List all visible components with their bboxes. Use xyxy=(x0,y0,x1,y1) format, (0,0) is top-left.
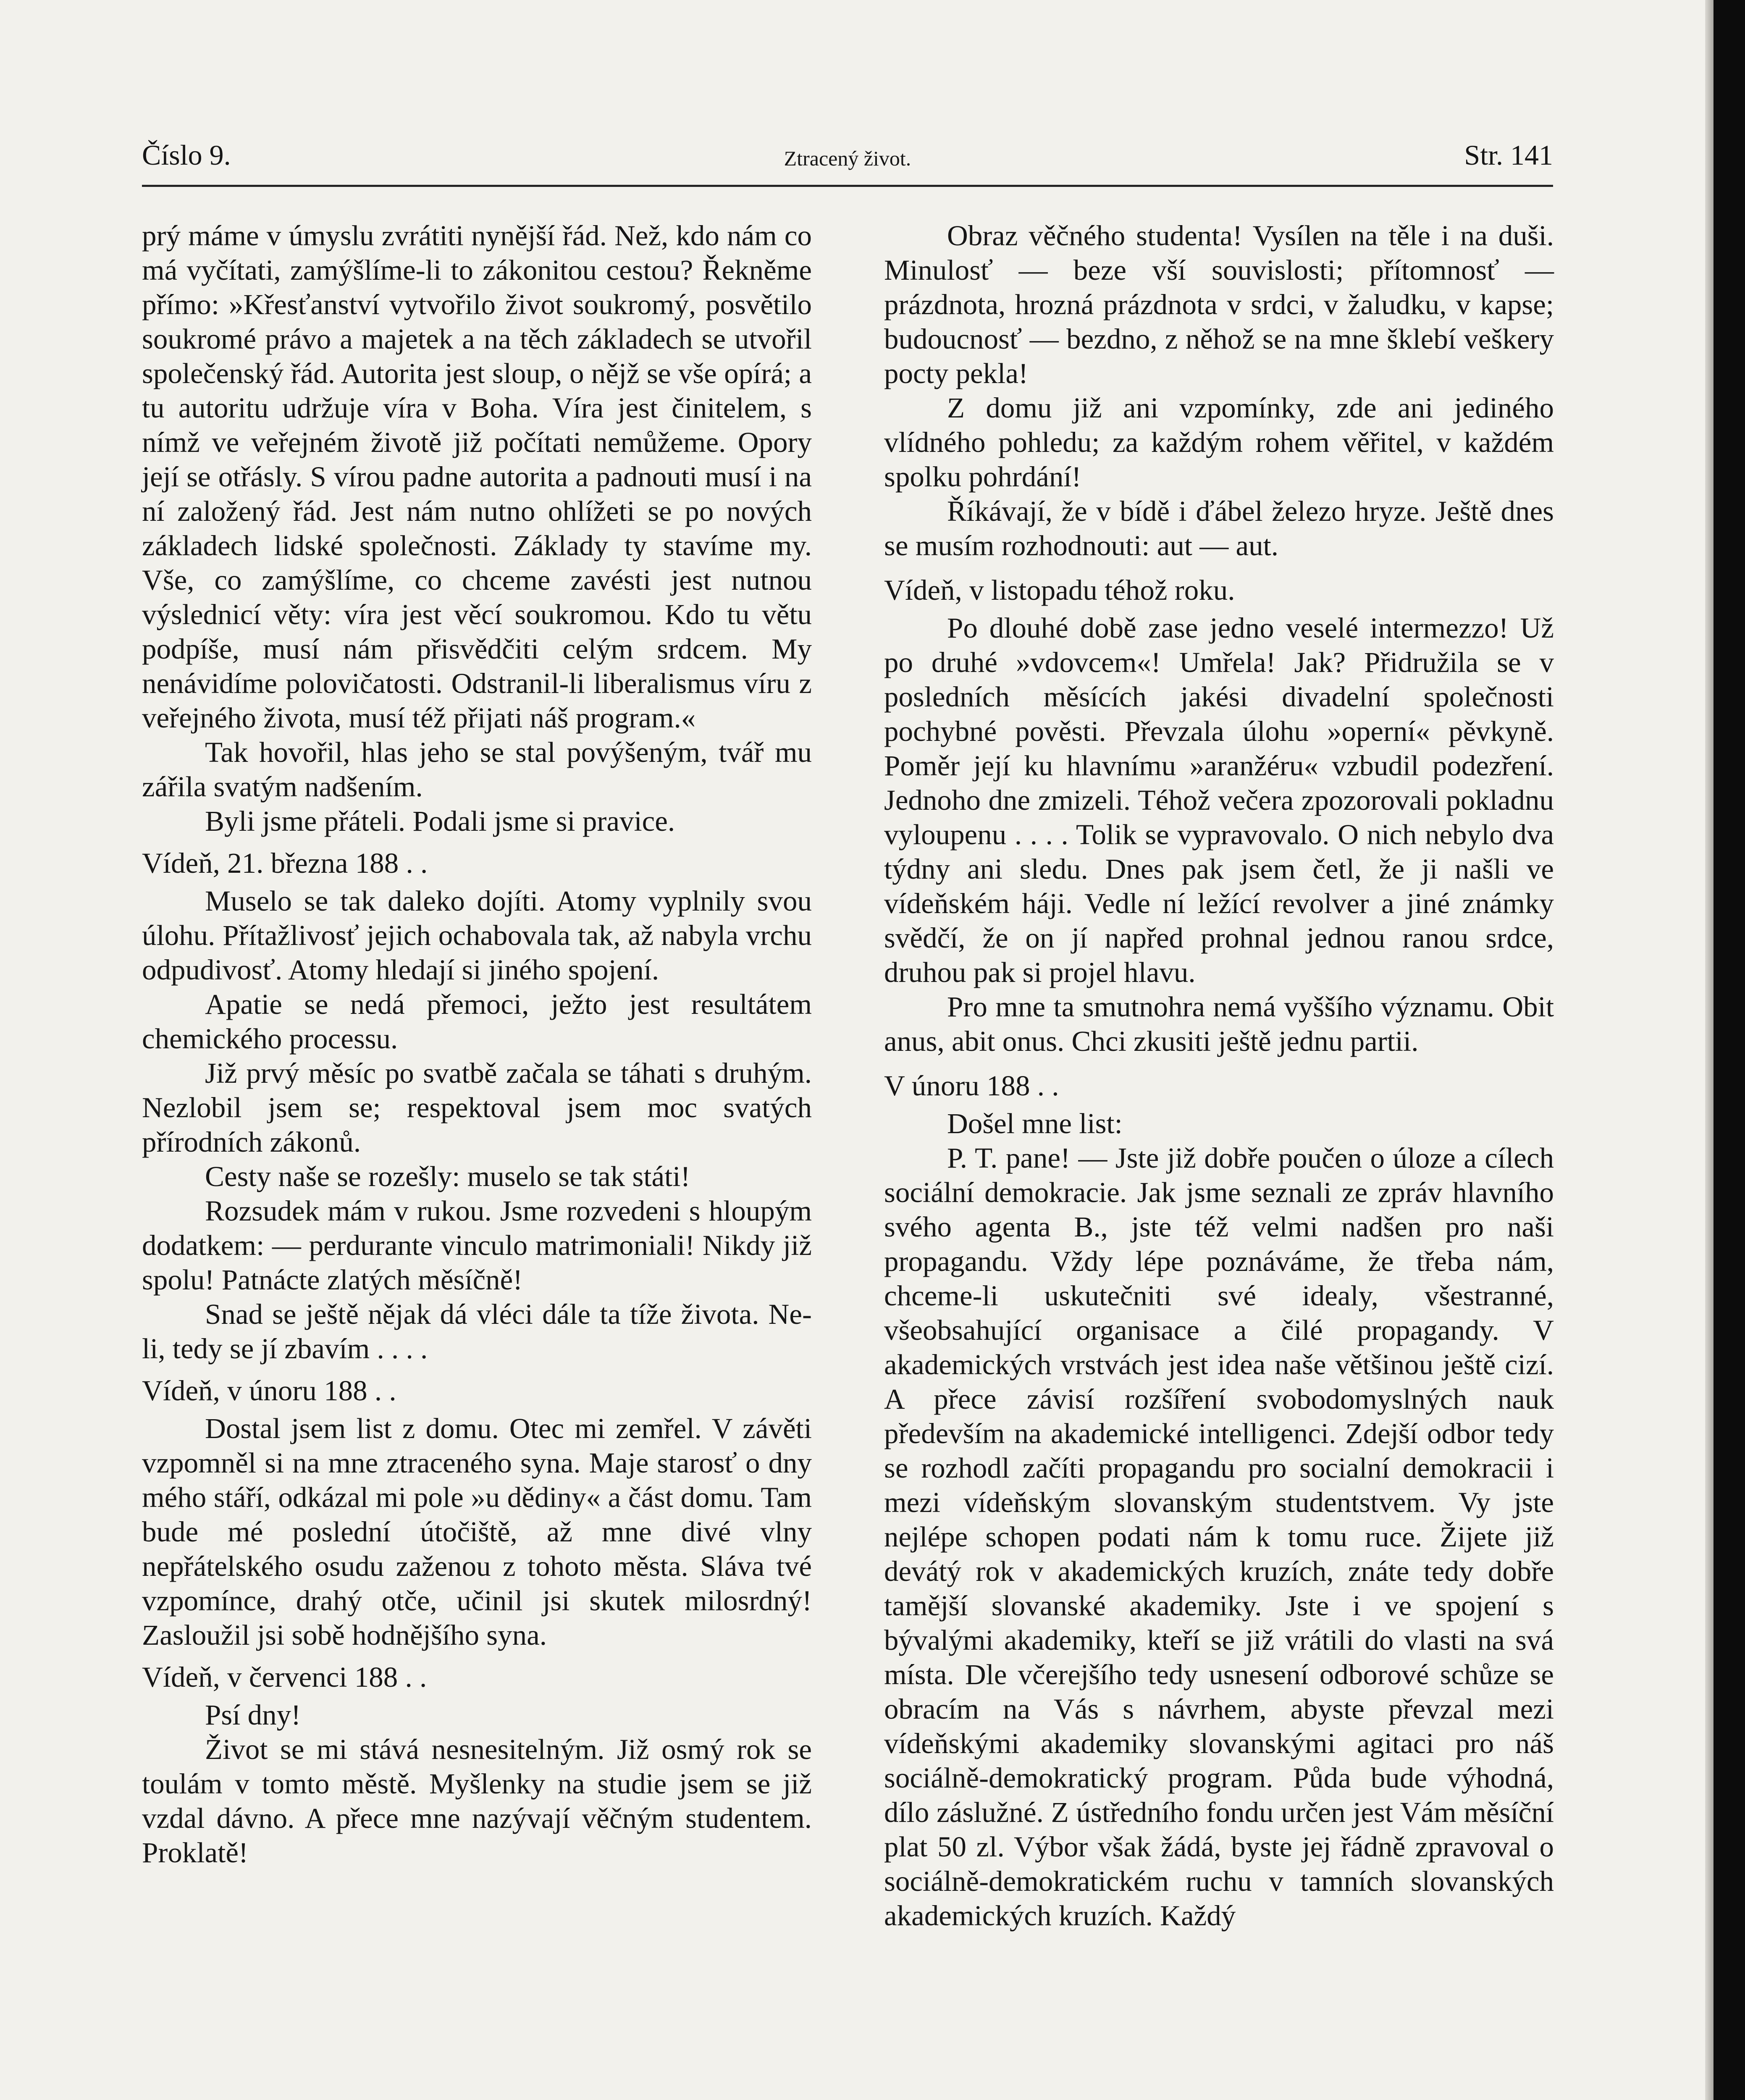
right-column xyxy=(884,218,1554,1933)
dateline: Vídeň, 21. března 188 . . xyxy=(142,847,428,879)
paragraph: Snad se ještě nějak dá vléci dále ta tíže života. Ne-li, tedy se jí zbavím . . . . xyxy=(142,1298,812,1365)
paragraph: Život se mi stává nesnesitelným. Již osmý rok se toulám v tomto městě. Myšlenky na studie jsem se již vzdal dávno. A přece mne nazývají věčným studentem. Proklatě! xyxy=(142,1733,812,1869)
paragraph: P. T. pane! — Jste již dobře poučen o úloze a cílech sociální demokracie. Jak jsme seznali ze zpráv hlavního svého agenta B., jste též velmi nadšen pro naši propagandu. Vždy lépe poznáváme, že třeba nám, chceme-li uskutečniti své idealy, všestranné, všeobsahující organisace a čilé propagandy. V akademických vrstvách jest idea naše většinou ještě cizí. A přece závisí rozšíření svobodomyslných nauk především na akademické intelligenci. Zdejší odbor tedy se rozhodl začíti propagandu pro socialní demokracii i mezi vídeňským slovanským studentstvem. Vy jste nejlépe schopen podati nám k tomu ruce. Žijete již devátý rok v akademických kruzích, znáte tedy dobře tamější slovanské akademiky. Jste i ve spojení s bývalými akademiky, kteří se již vrátili do vlasti na svá místa. Dle včerejšího tedy usnesení odborové schůze se obracím na Vás s návrhem, abyste převzal mezi vídeňskými akademiky slovanskými agitaci pro náš sociálně-demokratický program. Půda bude výhodná, dílo záslužné. Z ústředního fondu určen jest Vám měsíční plat 50 zl. Výbor však žádá, byste jej řádně zpravoval o sociálně-demokratickém ruchu v tamních slovanských akademických kruzích. Každý xyxy=(884,1142,1554,1932)
paragraph: Cesty naše se rozešly: muselo se tak státi! xyxy=(205,1160,690,1192)
paragraph: prý máme v úmyslu zvrátiti nynější řád. Než, kdo nám co má vyčítati, zamýšlíme-li to zákonitou cestou? Řekněme přímo: »Křesťanství vytvořilo život soukromý, posvětilo soukromé právo a majetek a na těch základech se utvořil společenský řád. Autorita jest sloup, o nějž se vše opírá; a tu autoritu udržuje víra v Boha. Víra jest činitelem, s nímž ve veřejném životě již počítati nemůžeme. Opory její se otřásly. S vírou padne autorita a padnouti musí i na ní založený řád. Jest nám nutno ohlížeti se po nových základech lidské společnosti. Základy ty stavíme my. Vše, co zamýšlíme, co chceme zavésti jest nutnou výslednicí věty: víra jest věcí soukromou. Kdo tu větu podpíše, musí nám přisvědčiti celým srdcem. My nenávidíme polovičatosti. Odstranil-li liberalismus víru z veřejného života, musí též přijati náš program.« xyxy=(142,220,812,734)
dateline: Vídeň, v únoru 188 . . xyxy=(142,1375,396,1407)
page-edge-shadow xyxy=(1705,0,1714,2100)
running-title: Ztracený život. xyxy=(784,147,911,170)
paragraph: Po dlouhé době zase jedno veselé intermezzo! Už po druhé »vdovcem«! Umřela! Jak? Přidružila se v posledních měsících jakési divadelní společnosti pochybné pověsti. Převzala úlohu »operní« pěvkyně. Poměr její ku hlavnímu »aranžéru« vzbudil podezření. Jednoho dne zmizeli. Téhož večera zpozorovali pokladnu vyloupenu . . . . Tolik se vypravovalo. O nich nebylo dva týdny ani sledu. Dnes pak jsem četl, že ji našli ve vídeňském háji. Vedle ní ležící revolver a jiné známky svědčí, že on jí napřed prohnal jednou ranou srdce, druhou pak si projel hlavu. xyxy=(884,612,1554,988)
issue-number: Číslo 9. xyxy=(142,139,231,171)
paragraph: Byli jsme přáteli. Podali jsme si pravice. xyxy=(205,805,675,837)
paragraph: Tak hovořil, hlas jeho se stal povýšeným, tvář mu zářila svatým nadšením. xyxy=(142,736,812,803)
paragraph: Dostal jsem list z domu. Otec mi zemřel. V závěti vzpomněl si na mne ztraceného syna. Maje starosť o dny mého stáří, odkázal mi pole »u dědiny« a část domu. Tam bude mé poslední útočiště, až mne divé vlny nepřátelského osudu zaženou z tohoto města. Sláva tvé vzpomínce, drahý otče, učinil jsi skutek milosrdný! Zasloužil jsi sobě hodnějšího syna. xyxy=(142,1412,812,1651)
left-column xyxy=(142,218,812,1870)
paragraph: Došel mne list: xyxy=(947,1108,1123,1139)
paragraph: Rozsudek mám v rukou. Jsme rozvedeni s hloupým dodatkem: — perdurante vinculo matrimoniali! Nikdy již spolu! Patnácte zlatých měsíčně! xyxy=(142,1195,812,1296)
paragraph: Psí dny! xyxy=(205,1699,301,1731)
page-number: Str. 141 xyxy=(1464,139,1553,171)
paragraph: Již prvý měsíc po svatbě začala se táhati s druhým. Nezlobil jsem se; respektoval jsem moc svatých přírodních zákonů. xyxy=(142,1057,812,1158)
paragraph: Apatie se nedá přemoci, ježto jest resultátem chemického processu. xyxy=(142,988,812,1055)
dateline: Vídeň, v červenci 188 . . xyxy=(142,1661,427,1693)
paragraph: Obraz věčného studenta! Vysílen na těle i na duši. Minulosť — beze vší souvislosti; přítomnosť — prázdnota, hrozná prázdnota v srdci, v žaludku, v kapse; budoucnosť — bezdno, z něhož se na mne šklebí veškery pocty pekla! xyxy=(884,220,1554,389)
paragraph: Z domu již ani vzpomínky, zde ani jediného vlídného pohledu; za každým rohem věřitel, v každém spolku pohrdání! xyxy=(884,392,1554,493)
paragraph: Muselo se tak daleko dojíti. Atomy vyplnily svou úlohu. Přítažlivosť jejich ochabovala tak, až nabyla vrchu odpudivosť. Atomy hledají si jiného spojení. xyxy=(142,885,812,986)
paragraph: Říkávají, že v bídě i ďábel železo hryze. Ještě dnes se musím rozhodnouti: aut — aut. xyxy=(884,495,1554,562)
dateline: Vídeň, v listopadu téhož roku. xyxy=(884,574,1235,606)
dateline: V únoru 188 . . xyxy=(884,1070,1059,1102)
running-header xyxy=(142,130,1553,181)
paragraph: Pro mne ta smutnohra nemá vyššího významu. Obit anus, abit onus. Chci zkusiti ještě jednu partii. xyxy=(884,991,1554,1057)
header-rule xyxy=(142,185,1553,187)
